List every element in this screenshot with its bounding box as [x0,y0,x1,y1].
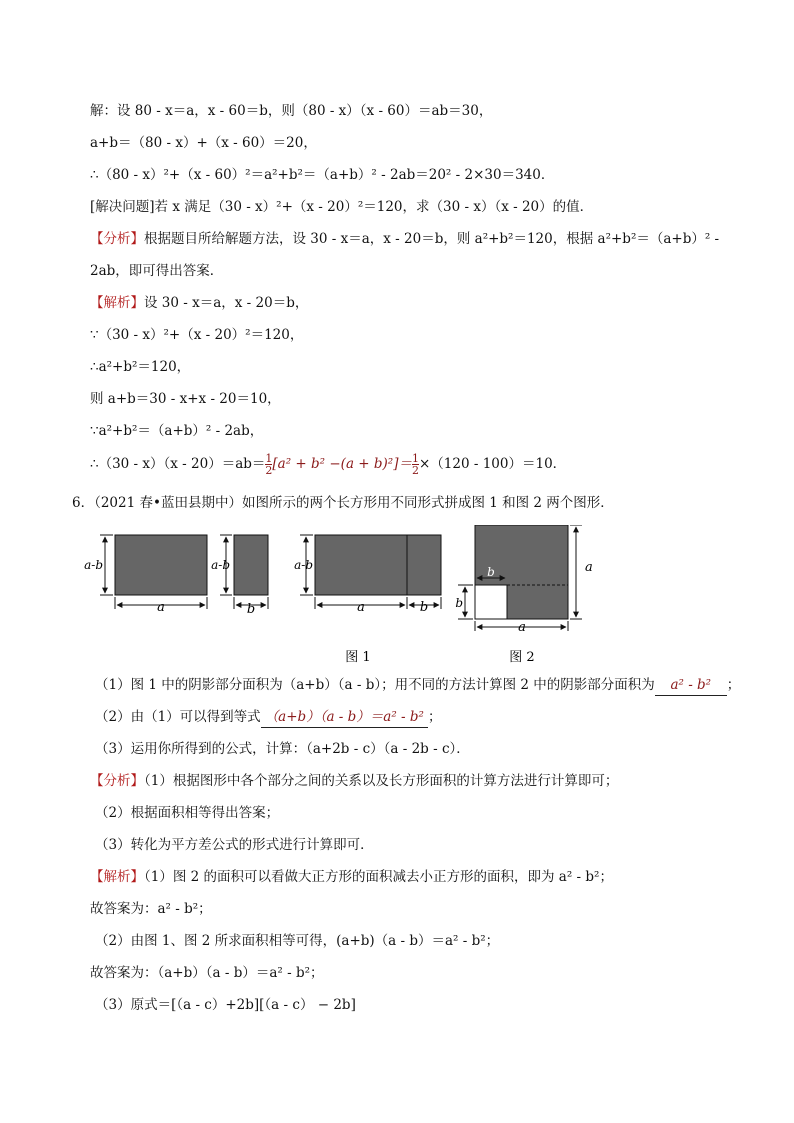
explanation-2-text: （1）图 2 的面积可以看做大正方形的面积减去小正方形的面积，即为 a² - b²； [144,869,613,885]
eq-right: ×（120 - 100）＝10． [418,456,567,472]
solution-line-2: a+b＝（80 - x）+（x - 60）＝20， [90,135,317,151]
fig1-rect-large [115,535,207,595]
fig2-label-a-right: a [585,560,593,575]
eq-bracket: [a² + b² −(a + b)²]＝ [272,456,412,472]
frac-numerator: 1 [265,452,273,465]
fig2-small-square [475,585,507,619]
part-1 [95,675,740,696]
fig1-label-b-2: b [419,600,429,615]
explanation-1-line-5: ∵a²+b²＝（a+b）² - 2ab， [90,423,264,439]
explanation-1-line-3: ∴a²+b²＝120， [90,359,191,375]
part-2-text: （2）由（1）可以得到等式 [95,709,261,725]
part-1-answer-blank: a² - b² [655,675,727,696]
fraction-half-2 [412,453,419,476]
fig1-label-amb-2: a-b [211,558,230,572]
question-6: 6．（2021 春•蓝田县期中）如图所示的两个长方形用不同形式拼成图 1 和图 2 两个图形． [72,495,614,511]
fig1-rect-combined [315,535,441,595]
fig2-label-a-bottom: a [518,620,526,635]
frac-denominator-2: 2 [411,464,419,477]
part-3-solution: （3）原式＝[（a - c）+2b][（a - c） − 2b] [95,997,356,1013]
fig2-caption: 图 2 [509,650,535,665]
part-2-end: ； [427,709,442,725]
explanation-2 [90,867,613,887]
analysis-2-tag: 【分析】 [90,773,144,789]
part-1-text: （1）图 1 中的阴影部分面积为（a+b）（a - b）；用不同的方法计算图 2 中的阴影部分面积为 [95,677,655,693]
solution-line-1: 解：设 80 - x＝a，x - 60＝b，则（80 - x）（x - 60）＝ab＝30， [90,103,493,119]
solution-line-3: ∴（80 - x）²+（x - 60）²＝a²+b²＝（a+b）² - 2ab＝20² - 2×30＝340． [90,167,555,183]
answer-line-2: 故答案为：（a+b）（a - b）＝a² - b²； [90,965,324,981]
part-3: （3）运用你所得到的公式，计算：（a+2b - c）（a - 2b - c）． [95,741,470,757]
eq-left: ∴（30 - x）（x - 20）＝ab＝ [90,456,266,472]
fig1-label-amb: a-b [84,558,103,572]
part-1-end: ； [726,677,741,693]
explanation-1-line-2: ∵（30 - x）²+（x - 20）²＝120， [90,327,304,343]
analysis-2-text: （1）根据图形中各个部分之间的关系以及长方形面积的计算方法进行计算即可； [144,773,619,789]
analysis-2-line-2: （2）根据面积相等得出答案； [95,805,280,821]
fig1-caption: 图 1 [345,650,371,665]
frac-numerator-2: 1 [411,452,419,465]
figure-rectangles [0,525,794,665]
explanation-1-line-4: 则 a+b＝30 - x+x - 20＝10， [90,391,281,407]
part-2 [95,707,441,728]
analysis-tag: 【分析】 [90,231,144,247]
fig1-label-a-2: a [357,600,365,615]
fig1-label-amb-3: a-b [294,558,313,572]
explanation-1 [90,293,308,313]
analysis-2-line-3: （3）转化为平方差公式的形式进行计算即可． [95,837,374,853]
fig1-label-a: a [157,600,165,615]
frac-denominator: 2 [265,464,273,477]
fig2-label-b-top: b [487,565,495,579]
part-2-solution: （2）由图 1、图 2 所求面积相等可得，(a+b)（a - b）＝a² - b²； [95,933,500,949]
fig1-label-b: b [246,602,256,617]
fig1-rect-small [234,535,268,595]
explanation-1-line-6 [90,453,566,476]
part-2-answer-blank: （a+b）（a - b）＝a² - b² [261,707,428,728]
analysis-1-cont: 2ab，即可得出答案． [90,263,224,279]
analysis-1 [90,229,719,249]
answer-line-1: 故答案为：a² - b²； [90,901,212,917]
explanation-text: 设 30 - x＝a，x - 20＝b， [144,295,309,311]
explanation-tag: 【解析】 [90,295,144,311]
problem-statement: [解决问题]若 x 满足（30 - x）²+（x - 20）²＝120，求（30 - x）（x - 20）的值． [90,199,594,215]
fig2-label-b-left: b [455,596,463,610]
analysis-text: 根据题目所给解题方法，设 30 - x＝a，x - 20＝b，则 a²+b²＝120，根据 a²+b²＝（a+b）² - [144,231,720,247]
explanation-2-tag: 【解析】 [90,869,144,885]
analysis-2 [90,771,618,791]
